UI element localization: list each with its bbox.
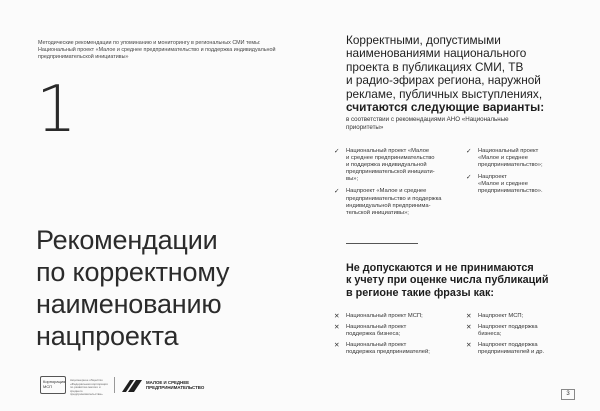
list-item-line: Нацпроект «Малое и среднее	[346, 188, 427, 195]
correct-names-source: в соответствии с рекомендациями АНО «Национальные приоритеты»	[346, 116, 509, 131]
heading-line: Корректными, допустимыми	[346, 33, 501, 47]
list-item	[466, 342, 586, 356]
section-number: 1	[36, 73, 77, 147]
heading-line: проекта в публикациях СМИ, ТВ	[346, 59, 524, 74]
list-item	[466, 313, 586, 320]
section-title-line: Рекомендации	[36, 225, 218, 255]
page-number: 3	[561, 389, 575, 400]
footer-logos	[40, 376, 280, 396]
cross-icon: ✕	[334, 342, 340, 350]
list-item-line: бизнеса;	[478, 331, 502, 338]
list-item	[334, 313, 462, 320]
heading-line: Не допускаются и не принимаются	[346, 262, 534, 274]
header-note: Методические рекомендации по упоминанию и мониторингу в региональных СМИ темы: Национальный проект «Малое и среднее предпринимательство и поддержка индивидуальной предпринимательской инициативы»	[38, 40, 276, 60]
logo-divider	[114, 377, 115, 393]
section-title-line: нацпроекта	[36, 321, 179, 351]
list-item-line: и поддержка индивидуальной	[346, 162, 427, 169]
corporation-msp-logo: Корпорация МСП	[40, 376, 66, 394]
list-item	[334, 148, 462, 183]
cross-icon: ✕	[334, 313, 340, 320]
list-item	[466, 174, 584, 195]
list-item-line: предпринимательство»;	[478, 162, 543, 169]
checkmark-icon: ✓	[334, 188, 340, 196]
correct-names-heading	[346, 34, 571, 114]
cross-icon: ✕	[466, 313, 472, 320]
list-item	[466, 148, 584, 169]
incorrect-names-list-right	[466, 313, 586, 360]
list-item-line: поддержка предпринимателей;	[346, 349, 430, 356]
msp-arrow-icon	[122, 378, 142, 392]
list-item-line: Национальный проект	[346, 342, 407, 349]
list-item-line: Национальный проект МСП;	[346, 313, 423, 319]
section-title-line: по корректному	[36, 257, 230, 287]
list-item-line: Нацпроект поддержка	[478, 342, 538, 349]
heading-line: наименованиями национального	[346, 46, 527, 61]
checkmark-icon: ✓	[334, 148, 340, 155]
heading-line: и радио-эфирах региона, наружной	[346, 73, 541, 88]
list-item-line: индивидуальной предпринима-	[346, 202, 431, 209]
list-item-line: Нацпроект поддержка	[478, 324, 538, 331]
correct-names-list-left	[334, 148, 462, 222]
list-item-line: предпринимателей и др.	[478, 349, 545, 356]
list-item-line: Национальный проект «Малое	[346, 148, 430, 154]
list-item-line: Национальный проект	[478, 148, 539, 154]
cross-icon: ✕	[334, 324, 340, 332]
heading-line: рекламе, публичных выступлениях,	[346, 86, 543, 101]
heading-line-strong: в регионе такие фразы как:	[346, 286, 495, 299]
list-item	[334, 324, 462, 338]
heading-line-strong: считаются следующие варианты:	[346, 100, 545, 115]
list-item	[466, 324, 586, 338]
incorrect-names-heading	[346, 262, 566, 299]
section-separator	[346, 243, 418, 244]
list-item-line: вы»;	[346, 176, 359, 183]
list-item	[334, 342, 462, 356]
list-item-line: поддержка бизнеса;	[346, 331, 401, 338]
checkmark-icon: ✓	[466, 174, 472, 182]
list-item-line: тельской инициативы»;	[346, 209, 409, 216]
incorrect-names-list-left	[334, 313, 462, 360]
list-item-line: «Малое и среднее	[478, 181, 528, 188]
corporation-msp-description: Акционерное общество «Федеральная корпорация по развитию малого и среднего предпринимательства»	[70, 378, 108, 397]
list-item-line: «Малое и среднее	[478, 155, 528, 162]
heading-line: к учету при оценке числа публикаций	[346, 274, 549, 287]
section-title	[36, 224, 286, 352]
msp-national-project-logo	[122, 378, 222, 392]
list-item-line: Нацпроект МСП;	[478, 313, 524, 319]
list-item-line: Нацпроект	[478, 174, 507, 181]
msp-logo-line: ПРЕДПРИНИМАТЕЛЬСТВО	[146, 385, 205, 390]
msp-logo-line: МАЛОЕ И СРЕДНЕЕ	[146, 380, 190, 385]
msp-logo-text	[146, 380, 204, 390]
checkmark-icon: ✓	[466, 148, 472, 155]
cross-icon: ✕	[466, 342, 472, 350]
list-item	[334, 188, 462, 216]
list-item-line: и среднее предпринимательство	[346, 155, 435, 162]
section-title-line: наименованию	[36, 289, 222, 319]
list-item-line: предпринимательство».	[478, 188, 543, 195]
correct-names-list-right	[466, 148, 584, 201]
list-item-line: предпринимательство и поддержка	[346, 195, 442, 202]
list-item-line: Национальный проект	[346, 324, 407, 331]
cross-icon: ✕	[466, 324, 472, 332]
list-item-line: предпринимательской инициати-	[346, 169, 435, 176]
